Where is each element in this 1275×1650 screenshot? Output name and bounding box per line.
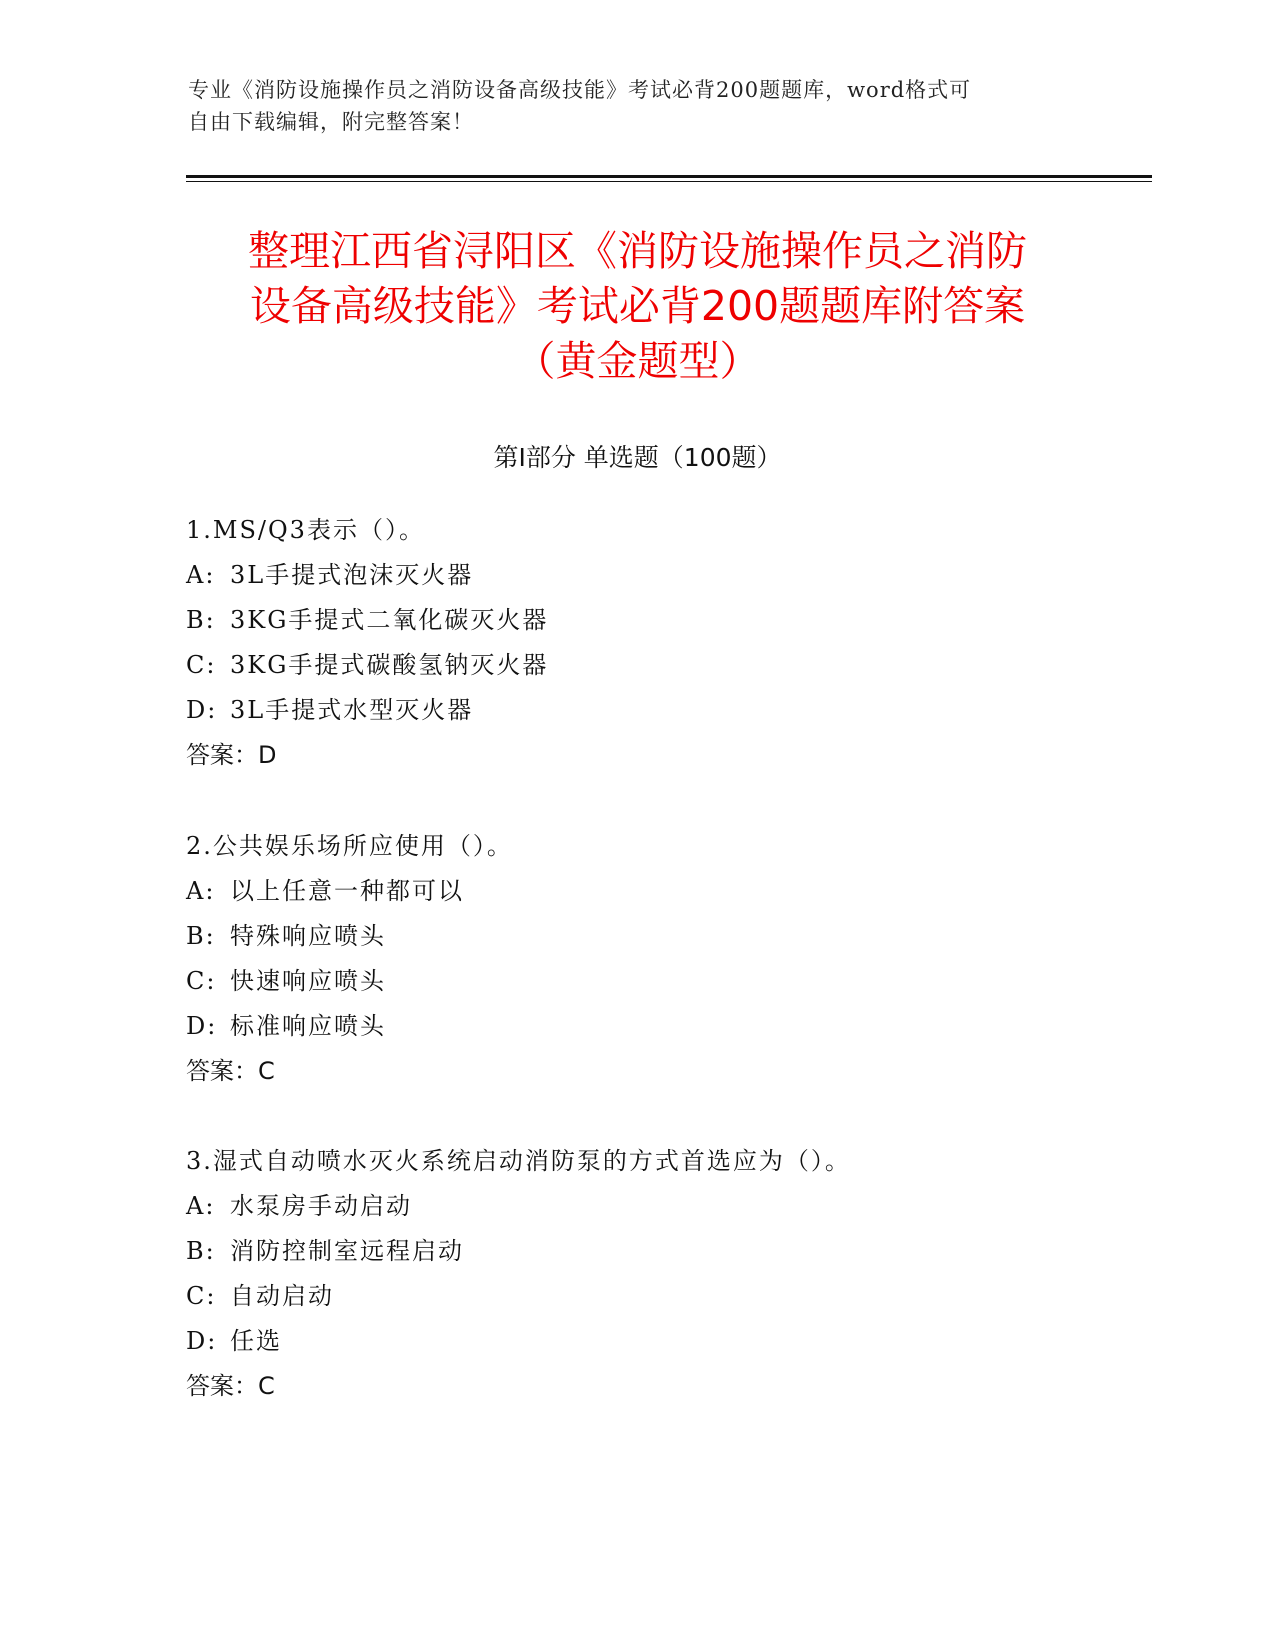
question-text: 1.MS/Q3表示（）。 xyxy=(186,516,425,544)
option-a xyxy=(186,553,1186,598)
option-a xyxy=(186,869,1186,914)
question-text: 2.公共娱乐场所应使用（）。 xyxy=(186,832,513,860)
question-3 xyxy=(186,1139,1186,1409)
header-note-line-1: 专业《消防设施操作员之消防设备高级技能》考试必背200题题库，word格式可 xyxy=(188,78,972,102)
option-text: 快速响应喷头 xyxy=(230,967,386,995)
option-c xyxy=(186,959,1186,1004)
document-title xyxy=(150,224,1125,389)
option-b xyxy=(186,1229,1186,1274)
option-text: 自动启动 xyxy=(230,1282,334,1310)
document-title-line-2: 设备高级技能》考试必背200题题库附答案 xyxy=(249,282,1026,330)
option-letter: B: xyxy=(186,1237,216,1265)
option-d xyxy=(186,1004,1186,1049)
option-letter: D: xyxy=(186,1012,218,1040)
option-text: 3KG手提式二氧化碳灭火器 xyxy=(230,606,549,634)
option-b xyxy=(186,914,1186,959)
option-letter: A: xyxy=(186,1192,216,1220)
option-text: 标准响应喷头 xyxy=(230,1012,386,1040)
document-title-line-1: 整理江西省浔阳区《消防设施操作员之消防 xyxy=(248,227,1027,275)
option-letter: C: xyxy=(186,967,217,995)
header-divider-thin xyxy=(186,181,1152,182)
option-text: 3L手提式泡沫灭火器 xyxy=(230,561,474,589)
header-divider-thick xyxy=(186,175,1152,178)
option-text: 特殊响应喷头 xyxy=(230,922,386,950)
option-text: 任选 xyxy=(230,1327,282,1355)
option-letter: D: xyxy=(186,696,218,724)
answer-line: 答案：C xyxy=(186,1057,275,1085)
answer-line: 答案：C xyxy=(186,1372,275,1400)
question-2 xyxy=(186,824,1186,1094)
header-note xyxy=(188,74,1068,138)
answer-line: 答案：D xyxy=(186,741,277,769)
question-1 xyxy=(186,508,1186,778)
option-letter: C: xyxy=(186,651,217,679)
option-b xyxy=(186,598,1186,643)
option-a xyxy=(186,1184,1186,1229)
option-d xyxy=(186,1319,1186,1364)
option-letter: B: xyxy=(186,606,216,634)
option-c xyxy=(186,643,1186,688)
option-letter: D: xyxy=(186,1327,218,1355)
question-text: 3.湿式自动喷水灭火系统启动消防泵的方式首选应为（）。 xyxy=(186,1147,851,1175)
option-text: 3KG手提式碳酸氢钠灭火器 xyxy=(230,651,549,679)
header-note-line-2: 自由下载编辑，附完整答案！ xyxy=(188,110,474,134)
section-title: 第Ⅰ部分 单选题（100题） xyxy=(493,443,782,472)
option-c xyxy=(186,1274,1186,1319)
option-letter: A: xyxy=(186,561,216,589)
option-text: 3L手提式水型灭火器 xyxy=(230,696,474,724)
option-letter: C: xyxy=(186,1282,217,1310)
option-text: 消防控制室远程启动 xyxy=(230,1237,464,1265)
option-letter: A: xyxy=(186,877,216,905)
option-letter: B: xyxy=(186,922,216,950)
option-text: 以上任意一种都可以 xyxy=(230,877,464,905)
option-d xyxy=(186,688,1186,733)
document-title-line-3: （黄金题型） xyxy=(514,337,761,385)
option-text: 水泵房手动启动 xyxy=(230,1192,412,1220)
